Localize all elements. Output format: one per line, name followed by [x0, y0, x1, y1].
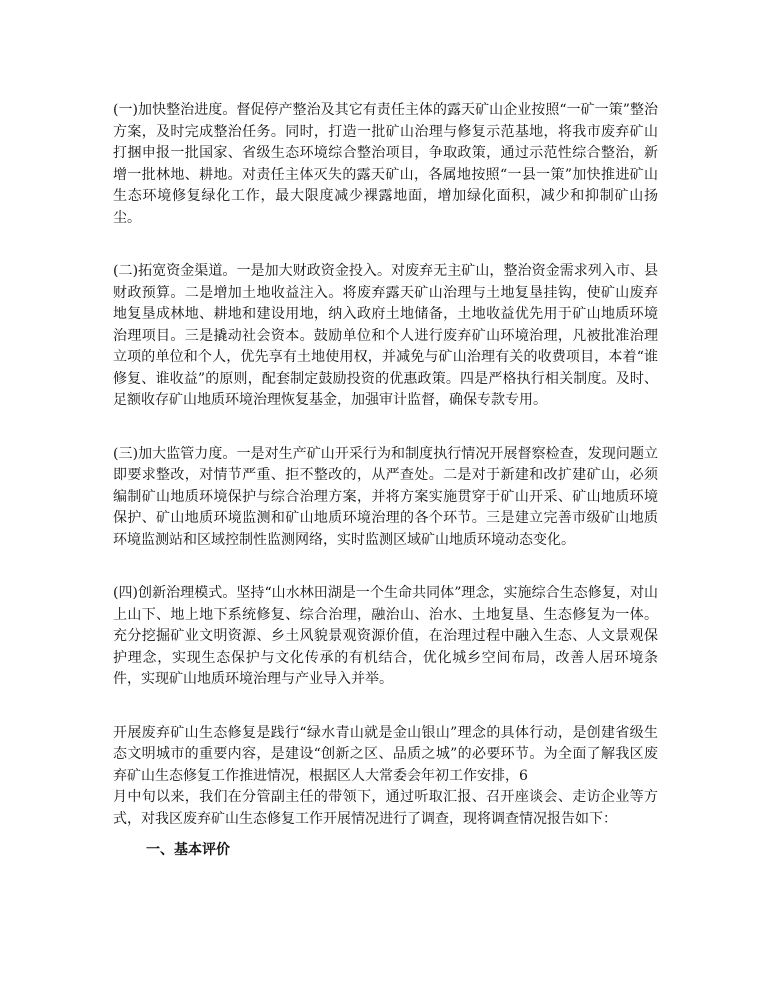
paragraph-broaden-funding: (二)拓宽资金渠道。一是加大财政资金投入。对废弃无主矿山，整治资金需求列入市、县财政预算。二是增加土地收益注入。将废弃露天矿山治理与土地复垦挂钩，使矿山废弃地复垦成林地、耕地和建设用地，纳入政府土地储备，土地收益优先用于矿山地质环境治理项目。三是撬动社会资本。鼓励单位和个人进行废弃矿山环境治理，凡被批准治理立项的单位和个人，优先享有土地使用权，并减免与矿山治理有关的收费项目，本着“谁修复、谁收益”的原则，配套制定鼓励投资的优惠政策。四是严格执行相关制度。及时、足额收存矿山地质环境治理恢复基金，加强审计监督，确保专款专用。 — [113, 263, 658, 408]
paragraph-accelerate-remediation: (一)加快整治进度。督促停产整治及其它有责任主体的露天矿山企业按照“一矿一策”整治方案，及时完成整治任务。同时，打造一批矿山治理与修复示范基地，将我市废弃矿山打捆申报一批国家、省级生态环境综合整治项目，争取政策，通过示范性综合整治，新增一批林地、耕地。对责任主体灭失的露天矿山，各属地按照“一县一策”加快推进矿山生态环境修复绿化工作，最大限度减少裸露地面，增加绿化面积，减少和抑制矿山扬尘。 — [113, 102, 658, 226]
paragraph-strengthen-supervision: (三)加大监管力度。一是对生产矿山开采行为和制度执行情况开展督察检查，发现问题立即要求整改，对情节严重、拒不整改的，从严查处。二是对于新建和改扩建矿山，必须编制矿山地质环境保护与综合治理方案，并将方案实施贯穿于矿山开采、矿山地质环境保护、矿山地质环境监测和矿山地质环境治理的各个环节。三是建立完善市级矿山地质环境监测站和区域控制性监测网络，实时监测区域矿山地质环境动态变化。 — [113, 445, 658, 548]
section-heading-basic-evaluation: 一、基本评价 — [146, 842, 230, 858]
paragraph-introduction: 开展废弃矿山生态修复是践行“绿水青山就是金山银山”理念的具体行动，是创建省级生态文明城市的重要内容，是建设“创新之区、品质之城”的必要环节。为全面了解我区废弃矿山生态修复工作推进情况，根据区人大常委会年初工作安排，6 — [113, 724, 658, 784]
paragraph-introduction-continued: 月中旬以来，我们在分管副主任的带领下，通过听取汇报、召开座谈会、走访企业等方式，对我区废弃矿山生态修复工作开展情况进行了调查，现将调查情况报告如下： — [113, 789, 658, 827]
document-page — [113, 100, 658, 862]
paragraph-innovate-governance: (四)创新治理模式。坚持“山水林田湖是一个生命共同体”理念，实施综合生态修复，对山上山下、地上地下系统修复、综合治理，融治山、治水、土地复垦、生态修复为一体。充分挖掘矿业文明资源、乡土风貌景观资源价值，在治理过程中融入生态、人文景观保护理念，实现生态保护与文化传承的有机结合，优化城乡空间布局，改善人居环境条件，实现矿山地质环境治理与产业导入并举。 — [113, 585, 658, 687]
